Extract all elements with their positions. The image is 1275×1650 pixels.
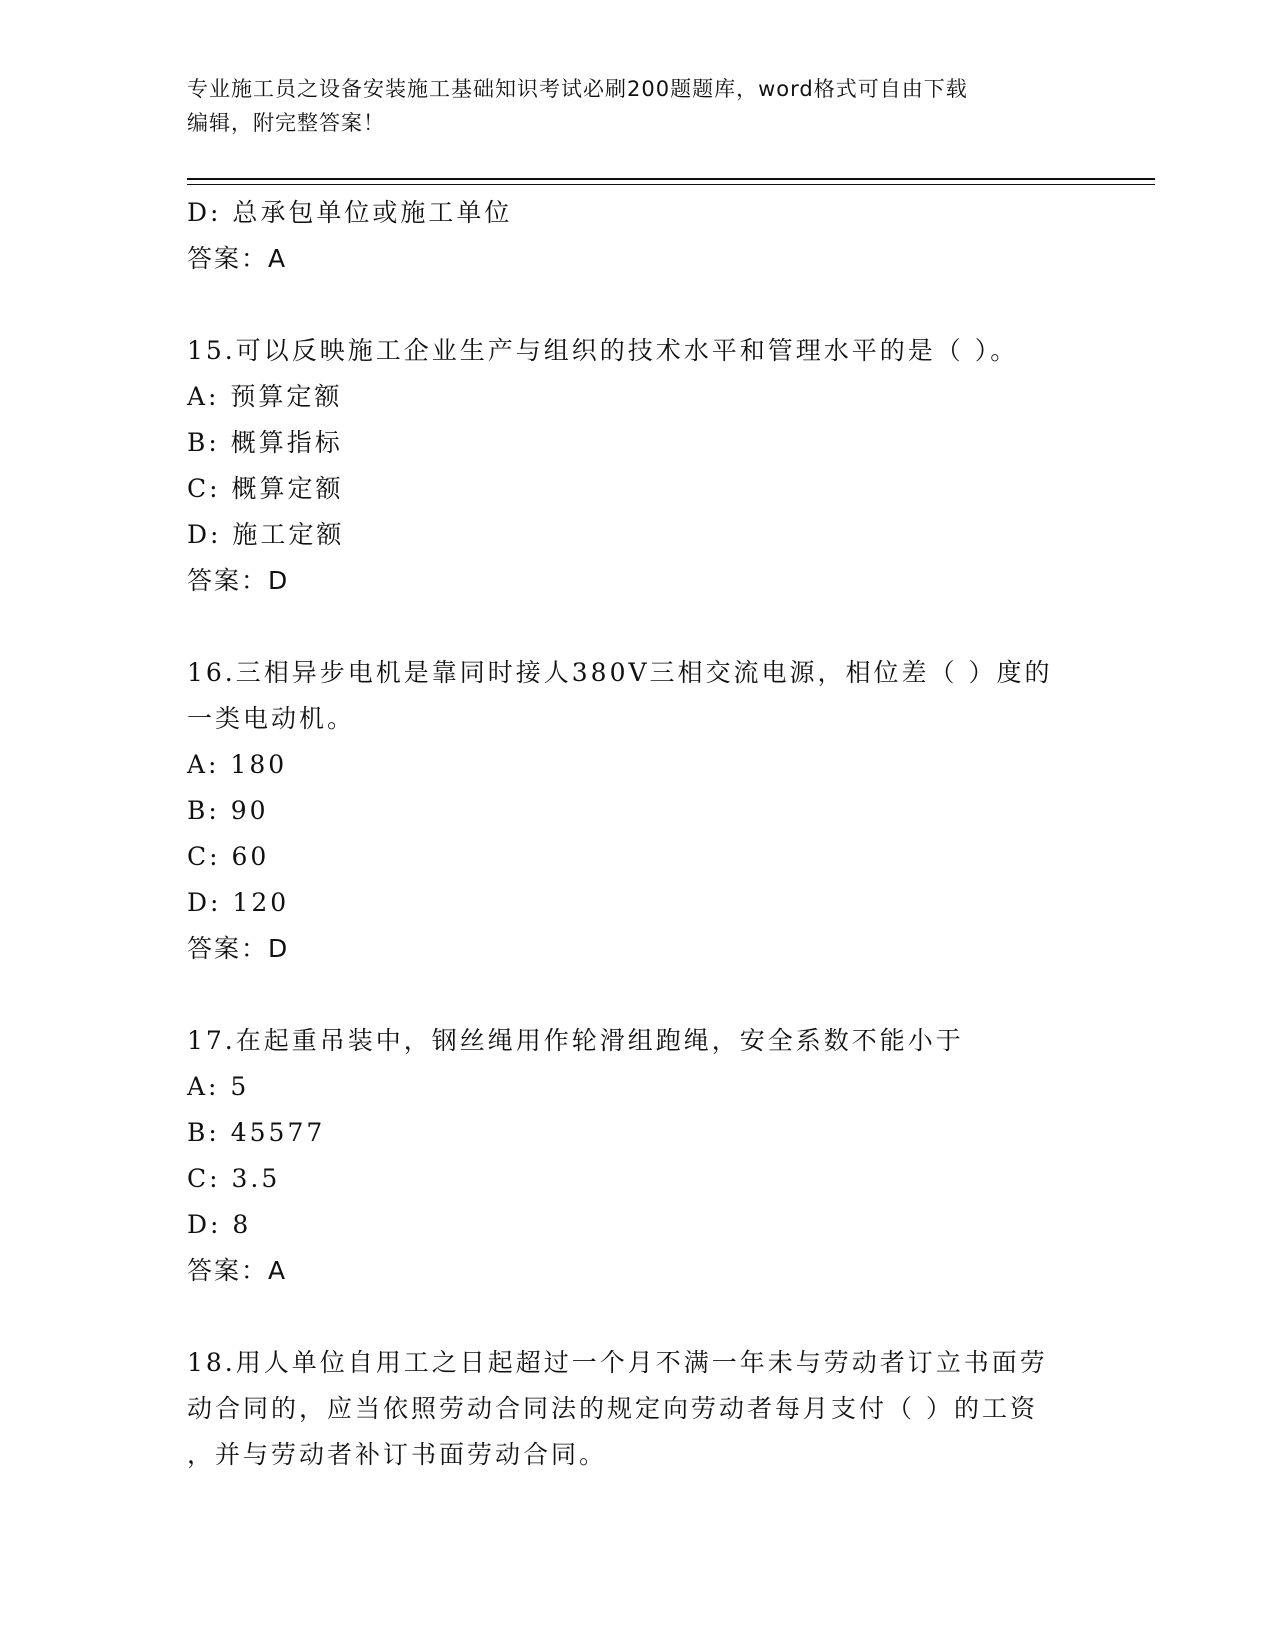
option-c: C: 60 (187, 842, 270, 871)
option-b: B: 概算指标 (187, 428, 343, 457)
question-stem-line2: 动合同的，应当依照劳动合同法的规定向劳动者每月支付（ ）的工资 (187, 1394, 1038, 1423)
question-18 (187, 1340, 1087, 1478)
question-stem: 15.可以反映施工企业生产与组织的技术水平和管理水平的是（ ）。 (187, 336, 1019, 365)
question-stem: 17.在起重吊装中，钢丝绳用作轮滑组跑绳，安全系数不能小于 (187, 1026, 964, 1055)
header-title-line1: 专业施工员之设备安装施工基础知识考试必刷200题题库，word格式可自由下载 (187, 77, 968, 101)
document-header (187, 72, 1067, 140)
question-17 (187, 1018, 1087, 1294)
option-d: D: 8 (187, 1210, 252, 1239)
option-c: C: 概算定额 (187, 474, 344, 503)
option-a: A: 5 (187, 1072, 250, 1101)
question-stem-line3: ，并与劳动者补订书面劳动合同。 (187, 1440, 608, 1469)
previous-question-tail (187, 190, 1087, 282)
option-c: C: 3.5 (187, 1164, 281, 1193)
header-divider-thick (187, 178, 1155, 180)
answer-line: 答案：A (187, 244, 288, 273)
question-stem-line2: 一类电动机。 (187, 704, 356, 733)
option-d: D: 总承包单位或施工单位 (187, 198, 513, 227)
question-content (187, 190, 1087, 1478)
option-a: A: 预算定额 (187, 382, 343, 411)
question-16 (187, 650, 1087, 972)
question-stem-line1: 18.用人单位自用工之日起超过一个月不满一年未与劳动者订立书面劳 (187, 1348, 1048, 1377)
answer-line: 答案：A (187, 1256, 288, 1285)
question-15 (187, 328, 1087, 604)
answer-line: 答案：D (187, 566, 290, 595)
option-b: B: 90 (187, 796, 269, 825)
answer-line: 答案：D (187, 934, 290, 963)
option-d: D: 120 (187, 888, 290, 917)
question-stem-line1: 16.三相异步电机是靠同时接人380V三相交流电源，相位差（ ）度的 (187, 658, 1053, 687)
header-divider-thin (187, 184, 1155, 185)
option-d: D: 施工定额 (187, 520, 345, 549)
option-a: A: 180 (187, 750, 288, 779)
option-b: B: 45577 (187, 1118, 326, 1147)
header-title-line2: 编辑，附完整答案！ (187, 111, 385, 135)
